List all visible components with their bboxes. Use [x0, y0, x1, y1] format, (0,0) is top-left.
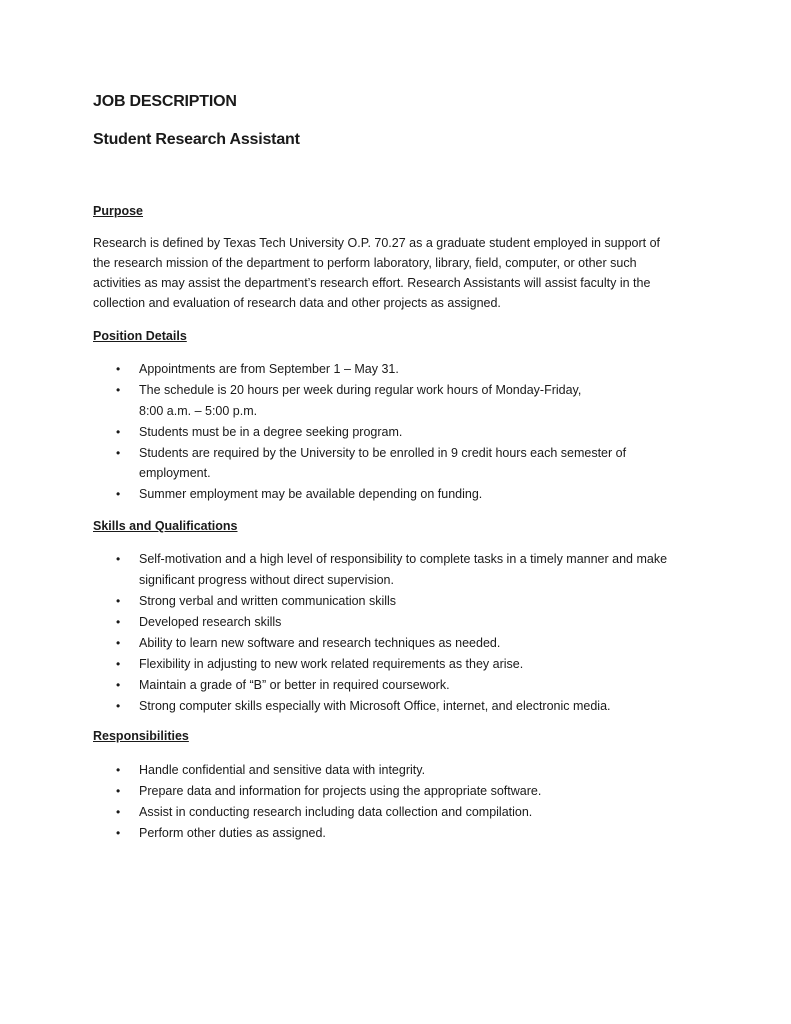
bullet-icon: •: [116, 424, 121, 439]
list-item: [93, 380, 713, 421]
bullet-icon: •: [116, 614, 121, 629]
list-item: [93, 484, 713, 505]
list-item-text: 8:00 a.m. – 5:00 p.m.: [139, 403, 258, 418]
list-item: [93, 612, 713, 633]
list-item: [93, 422, 713, 443]
list-item-text: Developed research skills: [139, 614, 282, 629]
list-item-text: Strong verbal and written communication skills: [139, 593, 397, 608]
responsibilities-heading: Responsibilities: [93, 729, 189, 743]
list-item-text: Self-motivation and a high level of responsibility to complete tasks in a timely manner and make: [139, 552, 668, 566]
position-details-heading: Position Details: [93, 329, 187, 343]
bullet-icon: •: [116, 635, 121, 650]
list-item-text: Summer employment may be available depending on funding.: [139, 487, 483, 501]
list-item: [93, 654, 713, 675]
list-item-text: Maintain a grade of “B” or better in required coursework.: [139, 677, 450, 692]
list-item-text: Students must be in a degree seeking program.: [139, 424, 403, 439]
list-item: [93, 760, 713, 781]
bullet-icon: •: [116, 593, 121, 608]
list-item-text: Appointments are from September 1 – May 31.: [139, 362, 399, 376]
list-item-text: Ability to learn new software and research techniques as needed.: [139, 635, 501, 650]
list-item-text: employment.: [139, 466, 211, 480]
bullet-icon: •: [116, 487, 121, 501]
list-item: [93, 359, 713, 380]
list-item-text: Prepare data and information for projects using the appropriate software.: [139, 784, 542, 798]
list-item: [93, 675, 713, 696]
bullet-icon: •: [116, 784, 121, 798]
position-details-list: [93, 359, 713, 505]
list-item: [93, 633, 713, 654]
purpose-line: activities as may assist the department’s research effort. Research Assistants will assist faculty in the: [93, 276, 651, 290]
purpose-line: Research is defined by Texas Tech University O.P. 70.27 as a graduate student employed in support of: [93, 236, 661, 250]
bullet-icon: •: [116, 445, 121, 460]
bullet-icon: •: [116, 698, 121, 713]
list-item: [93, 802, 713, 823]
bullet-icon: •: [116, 763, 121, 777]
list-item-text: Perform other duties as assigned.: [139, 826, 326, 840]
list-item: [93, 823, 713, 844]
purpose-line: the research mission of the department to perform laboratory, library, field, computer, or other such: [93, 256, 637, 270]
list-item-text: Handle confidential and sensitive data with integrity.: [139, 763, 426, 777]
list-item: [93, 549, 713, 590]
responsibilities-list: [93, 760, 713, 844]
purpose-paragraph: [93, 233, 693, 313]
list-item-text: significant progress without direct supervision.: [139, 572, 394, 587]
list-item: [93, 443, 713, 484]
bullet-icon: •: [116, 826, 121, 840]
document-title: JOB DESCRIPTION: [93, 93, 237, 110]
document-subtitle: Student Research Assistant: [93, 131, 300, 148]
bullet-icon: •: [116, 677, 121, 692]
list-item: [93, 591, 713, 612]
list-item-text: Strong computer skills especially with Microsoft Office, internet, and electronic media.: [139, 698, 611, 713]
skills-list: [93, 549, 713, 717]
bullet-icon: •: [116, 383, 121, 397]
list-item-text: The schedule is 20 hours per week during regular work hours of Monday-Friday,: [139, 383, 582, 397]
bullet-icon: •: [116, 552, 121, 566]
list-item-text: Students are required by the University to be enrolled in 9 credit hours each semester of: [139, 445, 627, 460]
skills-heading: Skills and Qualifications: [93, 519, 238, 533]
bullet-icon: •: [116, 362, 121, 376]
list-item-text: Assist in conducting research including data collection and compilation.: [139, 805, 533, 819]
bullet-icon: •: [116, 656, 121, 671]
bullet-icon: •: [116, 805, 121, 819]
list-item: [93, 781, 713, 802]
purpose-line: collection and evaluation of research data and other projects as assigned.: [93, 296, 501, 310]
list-item-text: Flexibility in adjusting to new work related requirements as they arise.: [139, 656, 524, 671]
purpose-heading: Purpose: [93, 204, 144, 218]
list-item: [93, 696, 713, 717]
